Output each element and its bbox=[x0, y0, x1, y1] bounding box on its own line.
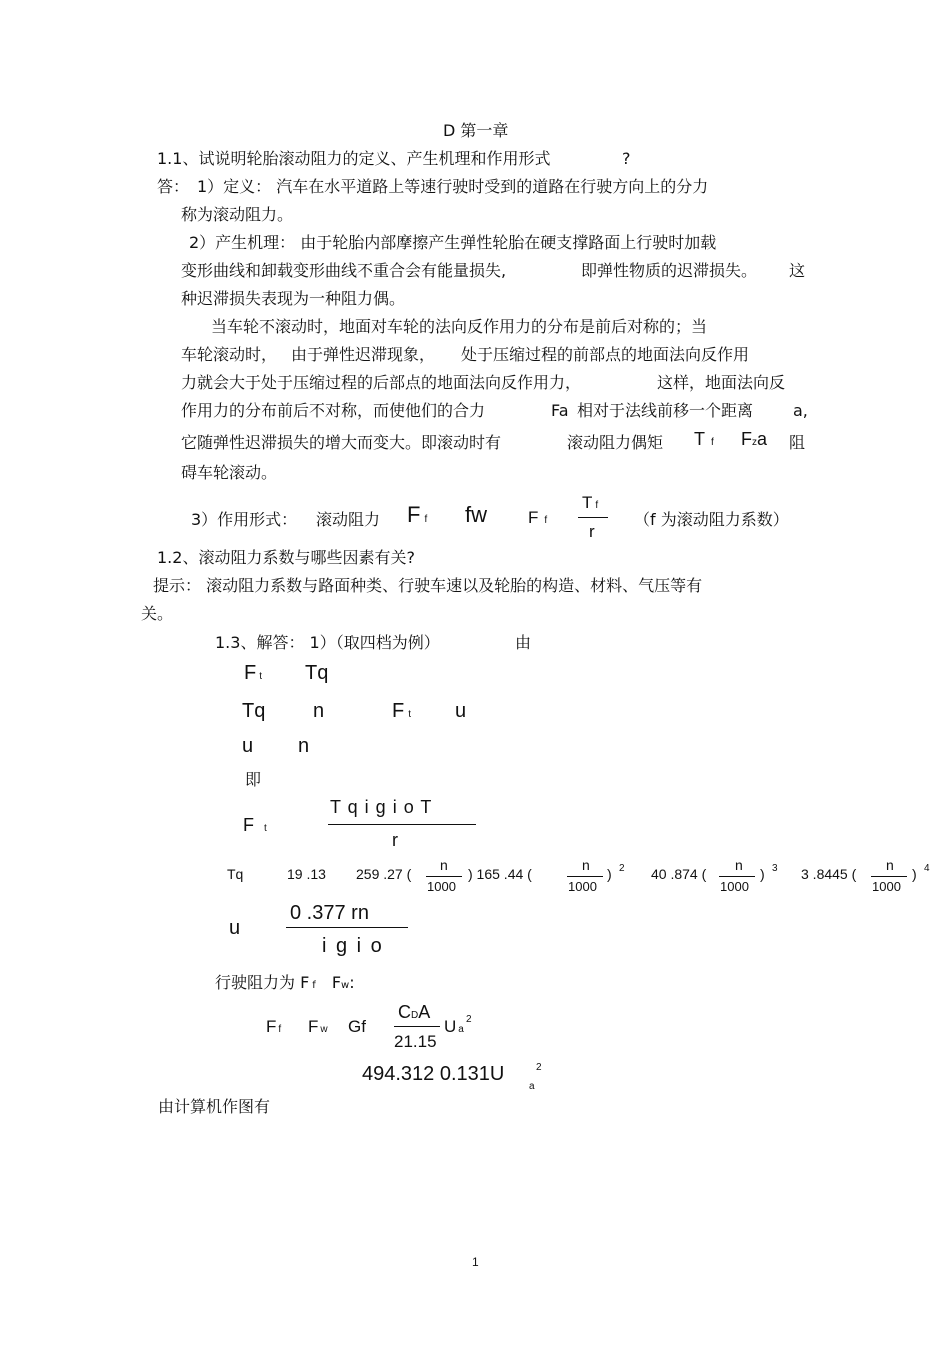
relation-u-2: u bbox=[242, 735, 254, 757]
u-fraction-bar bbox=[286, 927, 408, 928]
tq-bar-2 bbox=[567, 876, 603, 877]
paragraph-line-5b: 滚动阻力偶矩 bbox=[567, 433, 664, 452]
fraction-r: r bbox=[589, 522, 595, 541]
paragraph-line-3b: 这样，地面法向反 bbox=[657, 373, 786, 392]
relation-n-1: n bbox=[313, 700, 325, 722]
relation-tq-2: Tq bbox=[242, 700, 266, 722]
tq-n-2: n bbox=[582, 857, 590, 873]
resistance-text: 行驶阻力为 F f Fw: bbox=[215, 973, 355, 992]
form-label: 3）作用形式： bbox=[191, 510, 298, 529]
tq-label: Tq bbox=[227, 866, 244, 882]
tq-exp-3: 3 bbox=[772, 863, 778, 874]
mechanism-line-3: 种迟滞损失表现为一种阻力偶。 bbox=[181, 289, 406, 308]
relation-n-2: n bbox=[298, 735, 310, 757]
ft-numerator: T q i g i o T bbox=[330, 797, 433, 817]
tq-coef-0: 19 .13 bbox=[287, 866, 326, 882]
symbol-fw: fw bbox=[465, 502, 487, 527]
symbol-tf: Tf bbox=[694, 429, 714, 449]
hint-line-1: 提示： 滚动阻力系数与路面种类、行驶车速以及轮胎的构造、材料、气压等有 bbox=[153, 576, 703, 595]
eq-denominator: 21.15 bbox=[394, 1032, 437, 1051]
tq-bar-3 bbox=[719, 876, 755, 877]
symbol-ff: Ff bbox=[407, 502, 428, 527]
definition-line-2: 称为滚动阻力。 bbox=[181, 205, 294, 224]
question-1-2: 1.2、滚动阻力系数与哪些因素有关? bbox=[157, 548, 415, 567]
answer-label: 答： bbox=[157, 177, 190, 196]
paragraph-line-2c: 处于压缩过程的前部点的地面法向反作用 bbox=[461, 345, 750, 364]
u-numerator: 0 .377 rn bbox=[290, 902, 369, 924]
ft-fraction-bar bbox=[328, 824, 476, 825]
paragraph-line-1: 当车轮不滚动时，地面对车轮的法向反作用力的分布是前后对称的；当 bbox=[211, 317, 708, 336]
paragraph-line-2a: 车轮滚动时， bbox=[181, 345, 278, 364]
tq-n-1: n bbox=[440, 857, 448, 873]
eq-value-exp: 2 bbox=[536, 1062, 542, 1073]
eq-fw: Fw bbox=[308, 1017, 328, 1036]
eq-gf: Gf bbox=[348, 1017, 366, 1036]
paragraph-line-4a: 作用力的分布前后不对称，而使他们的合力 bbox=[181, 401, 486, 420]
tq-n-4: n bbox=[886, 857, 894, 873]
tq-1000-4: 1000 bbox=[872, 879, 901, 894]
relation-u-1: u bbox=[455, 700, 467, 722]
eq-exp: 2 bbox=[466, 1014, 472, 1025]
question-1-1: 1.1、试说明轮胎滚动阻力的定义、产生机理和作用形式 bbox=[157, 149, 551, 168]
tq-coef-1: 259 .27 ( bbox=[356, 866, 412, 882]
mechanism-line-1: 2）产生机理： 由于轮胎内部摩擦产生弹性轮胎在硬支撑路面上行驶时加载 bbox=[189, 233, 717, 252]
mechanism-line-2a: 变形曲线和卸载变形曲线不重合会有能量损失, bbox=[181, 261, 507, 280]
symbol-fz-a: Fza bbox=[741, 429, 768, 449]
eq-fraction-bar bbox=[394, 1026, 440, 1027]
tq-1000-1: 1000 bbox=[427, 879, 456, 894]
paragraph-line-6: 碍车轮滚动。 bbox=[181, 463, 278, 482]
hint-line-2: 关。 bbox=[141, 604, 174, 623]
tq-coef-2: ) 165 .44 ( bbox=[468, 866, 532, 882]
tq-bar-1 bbox=[426, 876, 462, 877]
fraction-tf: Tf bbox=[582, 493, 599, 512]
ft-symbol: F t bbox=[243, 815, 267, 835]
tq-paren-4: ) bbox=[912, 866, 917, 882]
symbol-ff2: Ff bbox=[528, 508, 548, 527]
tq-paren-2: ) bbox=[607, 866, 612, 882]
eq-numerator: CDA bbox=[398, 1002, 431, 1022]
tq-1000-3: 1000 bbox=[720, 879, 749, 894]
question-1-3: 1.3、解答： 1）（取四档为例） bbox=[215, 633, 440, 652]
tq-bar-4 bbox=[871, 876, 907, 877]
paragraph-line-5f: 阻 bbox=[789, 433, 806, 452]
u-denominator: i g i o bbox=[322, 935, 384, 957]
relation-ft-2: Ft bbox=[392, 700, 411, 722]
eq-value: 494.312 0.131U bbox=[362, 1063, 505, 1085]
tq-paren-3: ) bbox=[760, 866, 765, 882]
ji-label: 即 bbox=[245, 770, 262, 789]
eq-ff: Ff bbox=[266, 1017, 282, 1036]
eq-value-sub: a bbox=[529, 1081, 535, 1092]
relation-ft: Ft bbox=[244, 662, 262, 684]
plot-note: 由计算机作图有 bbox=[158, 1097, 271, 1116]
paragraph-line-4d: a, bbox=[793, 401, 808, 420]
tq-1000-2: 1000 bbox=[568, 879, 597, 894]
paragraph-line-4c: 相对于法线前移一个距离 bbox=[577, 401, 754, 420]
form-text: 滚动阻力 bbox=[316, 510, 381, 529]
tq-coef-4: 3 .8445 ( bbox=[801, 866, 857, 882]
by-label: 由 bbox=[515, 633, 532, 652]
chapter-title: D 第一章 bbox=[443, 121, 509, 140]
ft-denominator: r bbox=[392, 830, 398, 850]
tq-n-3: n bbox=[735, 857, 743, 873]
mechanism-line-2c: 这 bbox=[789, 261, 806, 280]
eq-ua: Ua bbox=[444, 1017, 464, 1036]
mechanism-line-2b: 即弹性物质的迟滞损失。 bbox=[581, 261, 758, 280]
form-note: （f 为滚动阻力系数） bbox=[634, 510, 789, 529]
definition-line-1: 1）定义： 汽车在水平道路上等速行驶时受到的道路在行驶方向上的分力 bbox=[197, 177, 709, 196]
question-mark: ? bbox=[622, 149, 631, 168]
paragraph-line-5a: 它随弹性迟滞损失的增大而变大。即滚动时有 bbox=[181, 433, 502, 452]
u-symbol: u bbox=[229, 917, 241, 939]
tq-coef-3: 40 .874 ( bbox=[651, 866, 707, 882]
tq-exp-4: 4 bbox=[924, 863, 930, 874]
relation-tq-1: Tq bbox=[305, 662, 329, 684]
force-fa: Fa bbox=[551, 401, 569, 420]
tq-exp-2: 2 bbox=[619, 863, 625, 874]
page-number: 1 bbox=[472, 1255, 479, 1269]
paragraph-line-3a: 力就会大于处于压缩过程的后部点的地面法向反作用力， bbox=[181, 373, 582, 392]
paragraph-line-2b: 由于弹性迟滞现象， bbox=[291, 345, 436, 364]
fraction-bar bbox=[578, 517, 608, 518]
